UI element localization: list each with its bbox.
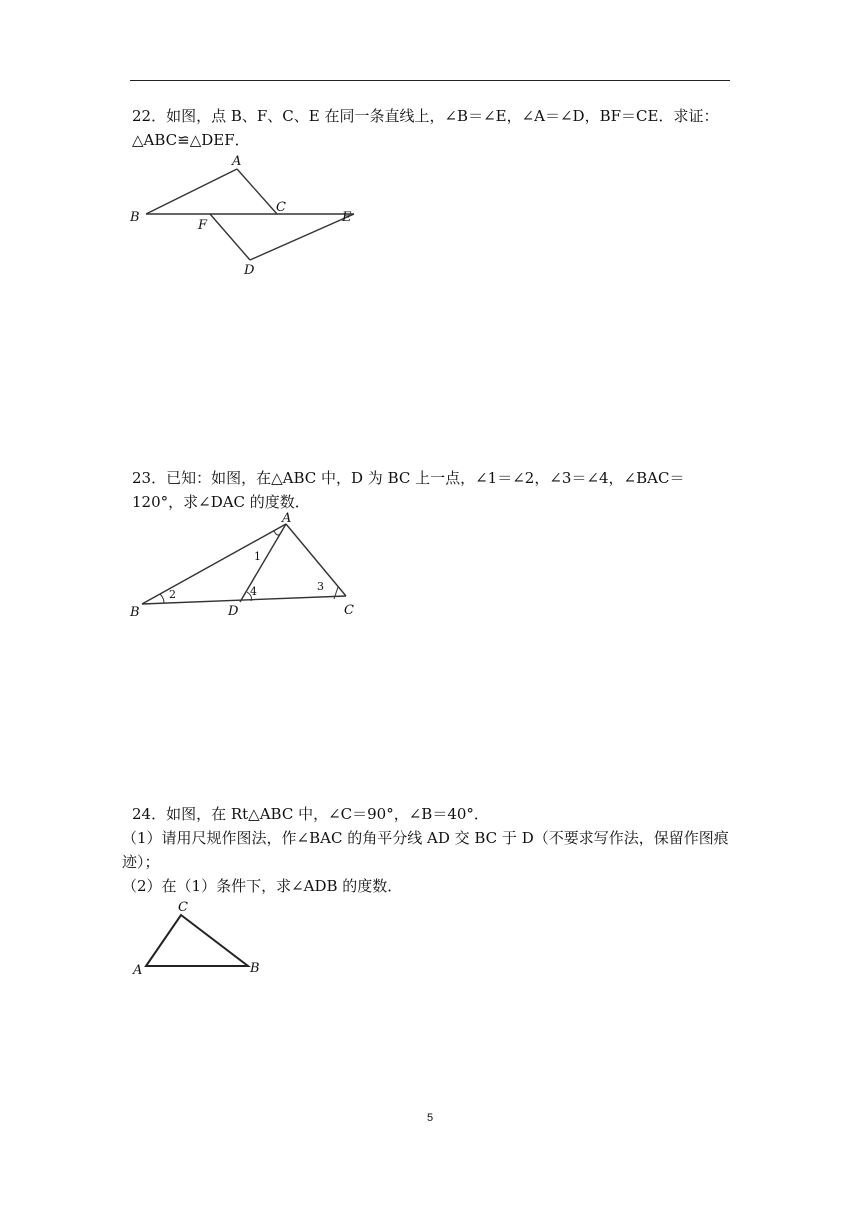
angle-4-label: 4 (250, 585, 257, 598)
figure-24 (120, 895, 280, 985)
figure-22 (120, 150, 370, 280)
label-B: B (130, 605, 140, 620)
question-24-text: 24．如图，在 Rt△ABC 中，∠C＝90°，∠B＝40°． (132, 805, 489, 823)
label-D: D (228, 604, 239, 619)
header-rule (130, 80, 730, 81)
label-D: D (244, 263, 255, 278)
label-F: F (198, 218, 208, 233)
label-C: C (178, 900, 188, 915)
question-24-part-2: （2）在（1）条件下，求∠ADB 的度数． (122, 877, 403, 895)
label-A: A (133, 963, 143, 978)
question-23 (132, 466, 730, 514)
question-24 (122, 802, 730, 898)
label-E: E (342, 210, 352, 225)
page-number: 5 (426, 1112, 434, 1124)
label-C: C (344, 603, 354, 618)
label-C: C (276, 200, 286, 215)
label-B: B (130, 210, 140, 225)
angle-1-label: 1 (254, 550, 261, 563)
label-A: A (282, 511, 292, 526)
label-A: A (232, 154, 242, 169)
label-B: B (250, 961, 260, 976)
question-22 (132, 104, 730, 152)
angle-3-label: 3 (317, 580, 324, 593)
question-23-text: 23．已知：如图，在△ABC 中，D 为 BC 上一点，∠1＝∠2，∠3＝∠4，∠BAC＝120°，求∠DAC 的度数． (132, 469, 685, 511)
question-22-text: 22．如图，点 B、F、C、E 在同一条直线上，∠B＝∠E，∠A＝∠D，BF＝CE．求证：△ABC≌△DEF． (132, 107, 719, 149)
figure-23 (120, 508, 370, 623)
angle-2-label: 2 (169, 588, 176, 601)
question-24-part-1: （1）请用尺规作图法，作∠BAC 的角平分线 AD 交 BC 于 D（不要求写作法，保留作图痕迹）； (122, 829, 729, 871)
